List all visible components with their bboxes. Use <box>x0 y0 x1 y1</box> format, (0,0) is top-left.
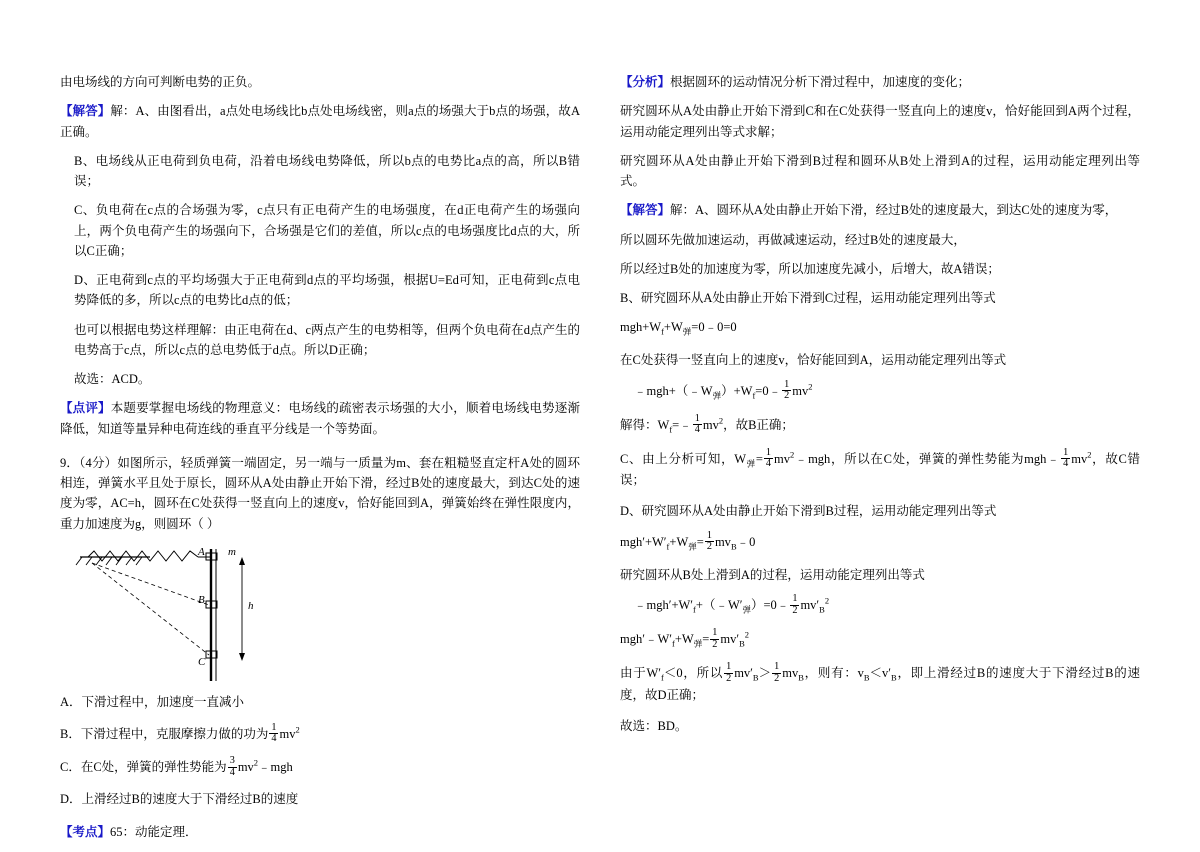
right-answer: 故选：BD。 <box>620 718 688 733</box>
eq1-sub2: 弹 <box>682 326 692 337</box>
right-line-10: D、研究圆环从A处由静止开始下滑到B过程，运用动能定理列出等式 <box>620 504 997 519</box>
l12-a: 由于W′ <box>620 665 662 680</box>
eq2-a: ﹣mgh+（﹣W <box>634 383 713 398</box>
equation-5 <box>620 594 1140 617</box>
l8-fraction: $\frac{1}{4}$ <box>694 412 700 436</box>
figure-label-h: h <box>248 599 254 612</box>
eq4-sub2: 弹 <box>742 604 751 615</box>
right-line-5: 所以经过B处的加速度为零，所以加速度先减小，后增大，故A错误； <box>620 261 1000 276</box>
eq5-sub2: 弹 <box>693 638 703 649</box>
fenxi-tag: 【分析】 <box>620 75 671 89</box>
eq4-sub1: f <box>693 604 696 615</box>
right-line-11: 研究圆环从B处上滑到A的过程，运用动能定理列出等式 <box>620 567 925 582</box>
option-d: D．上滑经过B的速度大于下滑经过B的速度 <box>60 791 299 806</box>
option-c-tail: ﹣mgh <box>258 759 293 774</box>
fenxi-text: 根据圆环的运动情况分析下滑过程中，加速度的变化； <box>670 75 971 89</box>
equation-3-result <box>620 414 1140 437</box>
option-c-pre: C．在C处，弹簧的弹性势能为 <box>60 759 227 774</box>
fenxi-line <box>620 72 1140 92</box>
l9-mid: = <box>755 451 763 466</box>
equation-1 <box>620 317 1140 339</box>
l9-pre: C、由上分析可知，W <box>620 451 747 466</box>
l12-fraction-1: $\frac{1}{2}$ <box>726 660 732 684</box>
eq4-c: ）=0﹣ <box>751 597 790 612</box>
eq2-sub1: 弹 <box>712 389 722 400</box>
figure-label-m: m <box>228 545 236 558</box>
l8-tail: ，故B正确； <box>723 417 794 432</box>
eq1-mid: +W <box>663 320 683 335</box>
l9-sup: 2 <box>790 449 795 460</box>
right-line-4: 所以圆环先做加速运动，再做减速运动，经过B处的速度最大， <box>620 232 966 247</box>
eq3-d: mv <box>714 534 731 549</box>
kaodian-tag: 【考点】 <box>60 825 111 840</box>
jieda-tag: 【解答】 <box>60 104 111 119</box>
option-c-explain: C、负电荷在c点的合场强为零，c点只有正电荷产生的电场强度，在d正电荷产生的场强向上，两个负电荷产生的场强向下，合场强是它们的差值，所以c点的电场强度比d点的大，所以C正确； <box>74 203 580 258</box>
eq2-c: =0﹣ <box>755 383 782 398</box>
l9-fraction-1: $\frac{1}{4}$ <box>765 446 772 470</box>
l9-fraction-2: $\frac{1}{4}$ <box>1063 446 1069 470</box>
figure-svg <box>70 543 320 683</box>
option-c-sup: 2 <box>253 757 259 768</box>
l12-fraction-2: $\frac{1}{2}$ <box>774 660 780 684</box>
equation-4 <box>620 531 1140 554</box>
l12-sub2: B <box>752 672 759 683</box>
l9-post2: mv <box>1071 451 1088 466</box>
question-number: 9 <box>60 455 67 470</box>
eq4-fraction: $\frac{1}{2}$ <box>792 592 798 616</box>
l12-b: ＜0，所以 <box>663 665 724 680</box>
option-c-analysis <box>620 448 1140 491</box>
eq3-e: ﹣0 <box>736 534 756 549</box>
l8-post: mv <box>702 417 719 432</box>
eq2-b: ）+W <box>721 383 753 398</box>
l12-sub5: B <box>891 672 897 683</box>
eq2-sub2: f <box>752 389 756 400</box>
equation-6 <box>620 628 1140 651</box>
right-line-3: 研究圆环从A处由静止开始下滑到B过程和圆环从B处上滑到A的过程，运用动能定理列出等式。 <box>620 153 1140 188</box>
eq5-sub1: f <box>672 638 675 649</box>
jieda-line <box>60 101 580 142</box>
eq1-a: mgh+W <box>620 320 662 335</box>
option-b-pre: B．下滑过程中，克服摩擦力做的功为 <box>60 726 269 741</box>
physics-figure <box>70 543 320 683</box>
option-c-post: mv <box>237 759 254 774</box>
right-jieda-text: 解：A、圆环从A处由静止开始下滑，经过B处的速度最大，到达C处的速度为零， <box>670 203 1118 218</box>
extra-explain: 也可以根据电势这样理解：由正电荷在d、c两点产生的电势相等，但两个负电荷在d点产生的电势高于c点，所以c点的总电势低于d点。所以D正确； <box>74 322 580 357</box>
eq5-b: +W <box>674 631 694 646</box>
eq1-sub1: f <box>661 326 664 337</box>
eq3-sub1: f <box>666 541 670 552</box>
figure-label-a: A <box>198 545 205 558</box>
eq4-b: +（﹣W′ <box>695 597 743 612</box>
left-answer: 故选：ACD。 <box>74 372 151 386</box>
figure-label-b: B <box>198 593 205 606</box>
question-9 <box>60 453 580 534</box>
l9-sub: 弹 <box>746 457 756 468</box>
l12-sub4: B <box>863 672 870 683</box>
option-c-fraction: $\frac{3}{4}$ <box>229 755 235 778</box>
right-line-7: 在C处获得一竖直向上的速度v，恰好能回到A，运用动能定理列出等式 <box>620 353 1007 368</box>
kaodian-line <box>60 822 580 842</box>
l12-sub3: B <box>798 672 804 683</box>
l12-h: ，即上滑经过B的速度大于下滑经过B的速度，故D正确； <box>620 665 1140 702</box>
eq5-fraction: $\frac{1}{2}$ <box>712 626 718 650</box>
eq5-d: mv′ <box>720 631 740 646</box>
right-column <box>620 72 1140 745</box>
question-score: ．（4分） <box>66 455 118 470</box>
option-d-explain: D、正电荷到c点的平均场强大于正电荷到d点的平均场强，根据U=Ed可知，正电荷到c点电势降低的多，所以c点的电势比d点的低； <box>74 273 580 308</box>
eq3-sub2: 弹 <box>688 541 697 552</box>
eq5-c: = <box>702 631 710 646</box>
eq3-a: mgh′+W′ <box>620 534 667 549</box>
l8-sub: f <box>669 423 673 434</box>
eq4-a: ﹣mgh′+W′ <box>634 597 694 612</box>
two-column-layout <box>60 72 1140 852</box>
eq5-sub3: B <box>739 638 745 649</box>
kaodian-text: 65：动能定理． <box>110 825 198 840</box>
l12-c: mv′ <box>734 665 753 680</box>
option-b-post: mv <box>279 726 296 741</box>
eq4-sup: 2 <box>824 595 830 606</box>
dianping-tag: 【点评】 <box>60 401 111 416</box>
option-a: A．下滑过程中，加速度一直减小 <box>60 694 245 709</box>
conclusion-line <box>620 662 1140 705</box>
right-line-2: 研究圆环从A处由静止开始下滑到C和在C处获得一竖直向上的速度v，恰好能回到A两个过程，运用动能定理列出等式求解； <box>620 104 1140 139</box>
l9-tail2: ，故C错误； <box>620 451 1140 488</box>
left-paragraph-1: 由电场线的方向可判断电势的正负。 <box>60 75 261 89</box>
eq2-d: mv <box>792 383 809 398</box>
left-column <box>60 72 580 852</box>
l8-mid: =﹣ <box>672 417 692 432</box>
dianping-text: 本题要掌握电场线的物理意义：电场线的疏密表示场强的大小，顺着电场线电势逐渐降低，知道等量异种电荷连线的垂直平分线是一个等势面。 <box>60 401 580 436</box>
question-text: 如图所示，轻质弹簧一端固定，另一端与一质量为m、套在粗糙竖直定杆A处的圆环相连，弹簧水平且处于原长，圆环从A处由静止开始下滑，经过B处的速度最大，到达C处的速度为零，AC=h，圆环在C处获得一竖直向上的速度v，恰好能回到A，弹簧始终在弹性限度内，重力加速度为g，则圆环（ ） <box>60 455 580 531</box>
l8-sup: 2 <box>718 415 724 426</box>
option-b-sup: 2 <box>295 724 300 735</box>
eq4-d: mv′ <box>800 597 820 612</box>
l9-post: mv <box>774 451 791 466</box>
l12-f: ，则有：v <box>803 665 864 680</box>
l12-d: ＞ <box>758 665 772 680</box>
l12-sub: f <box>661 672 664 683</box>
l8-pre: 解得：W <box>620 417 670 432</box>
eq3-b: +W <box>669 534 689 549</box>
dianping-line <box>60 398 580 439</box>
l9-tail1: ﹣mgh，所以在C处，弹簧的弹性势能为mgh﹣ <box>794 451 1061 466</box>
figure-label-c: C <box>198 655 206 668</box>
eq3-c: = <box>696 534 704 549</box>
equation-2 <box>620 380 1140 403</box>
option-c <box>60 756 580 779</box>
eq2-fraction: $\frac{1}{2}$ <box>784 378 790 402</box>
eq3-fraction: $\frac{1}{2}$ <box>706 529 712 553</box>
l12-g: ＜v′ <box>869 665 892 680</box>
option-b-explain: B、电场线从正电荷到负电荷，沿着电场线电势降低，所以b点的电势比a点的高，所以B错误； <box>74 153 580 188</box>
right-jieda-tag: 【解答】 <box>620 203 671 218</box>
eq5-sup: 2 <box>744 629 750 640</box>
option-b-fraction: $\frac{1}{4}$ <box>271 721 277 745</box>
eq1-end: =0﹣0=0 <box>691 320 737 335</box>
eq3-sub3: B <box>730 541 737 552</box>
eq5-a: mgh′﹣W′ <box>620 631 672 646</box>
l12-e: mv <box>782 665 799 680</box>
eq2-sup: 2 <box>808 381 813 392</box>
option-b <box>60 723 580 746</box>
right-line-6: B、研究圆环从A处由静止开始下滑到C过程，运用动能定理列出等式 <box>620 291 996 305</box>
l9-sup2: 2 <box>1087 449 1092 460</box>
jieda-text: 解：A、由图看出，a点处电场线比b点处电场线密，则a点的场强大于b点的场强，故A正确。 <box>60 104 580 139</box>
right-jieda-line <box>620 200 1140 220</box>
eq4-sub3: B <box>819 604 825 615</box>
